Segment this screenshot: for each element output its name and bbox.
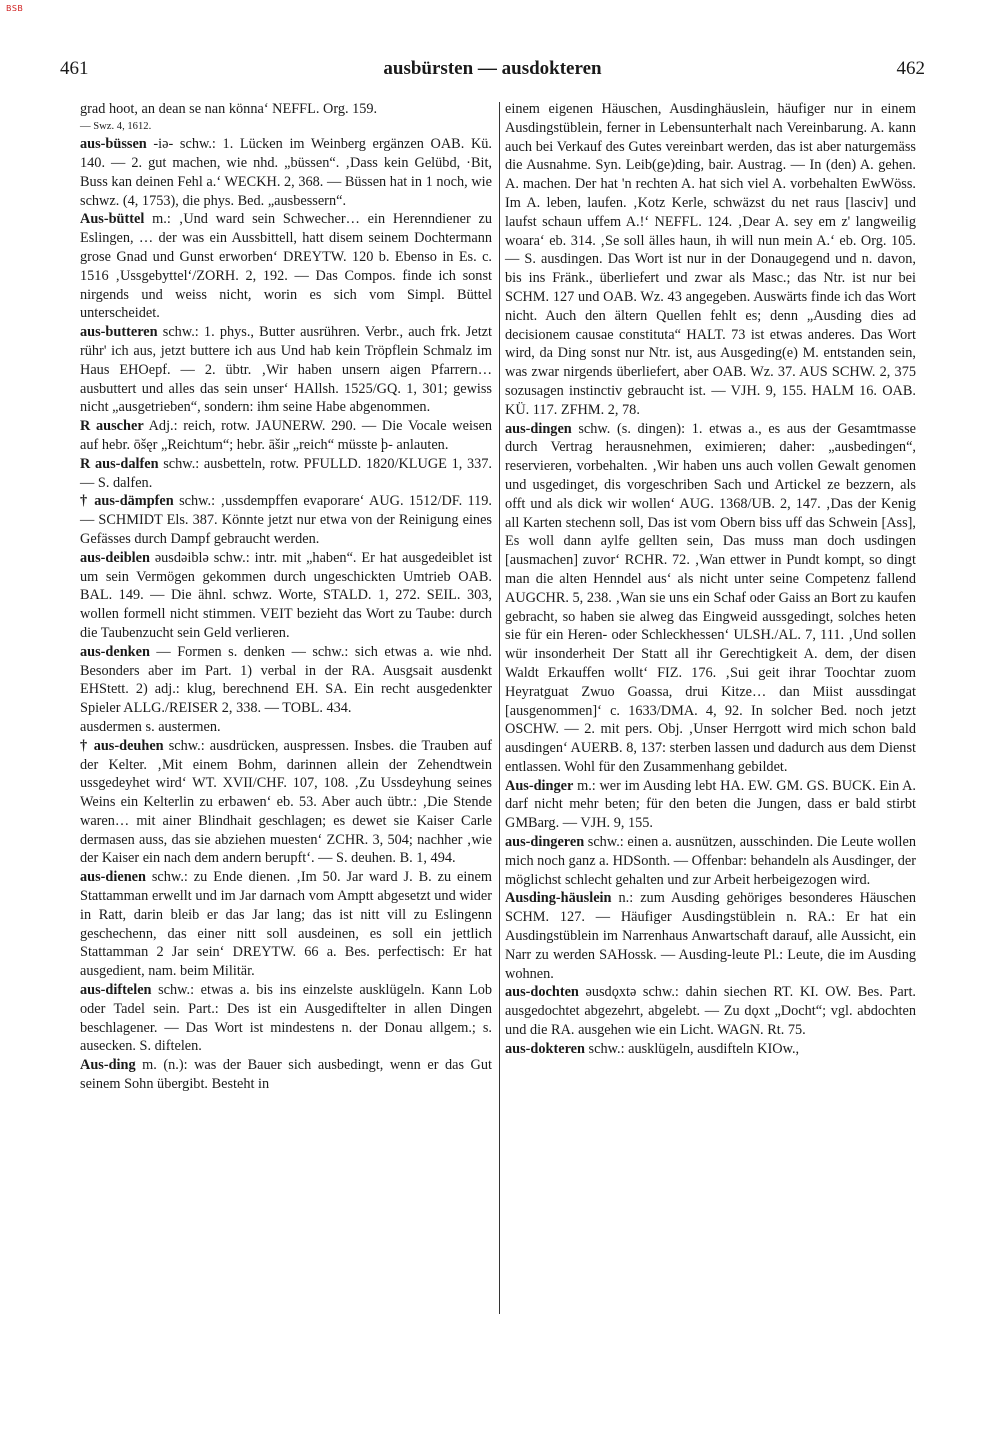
headword: R auscher bbox=[80, 418, 144, 435]
entry-body: m. (n.): was der Bauer sich ausbedingt, wenn er das Gut seinem Sohn übergibt. Besteht in bbox=[80, 1057, 492, 1093]
page-title: ausbürsten — ausdokteren bbox=[383, 58, 602, 79]
dictionary-entry bbox=[80, 549, 492, 643]
dictionary-entry bbox=[80, 981, 492, 1056]
entry-text bbox=[80, 100, 492, 119]
headword: R aus-dalfen bbox=[80, 455, 159, 472]
library-stamp: BSB bbox=[6, 4, 24, 13]
left-column bbox=[80, 100, 492, 1094]
dictionary-entry bbox=[505, 889, 916, 983]
dictionary-entry bbox=[80, 210, 492, 323]
headword: aus-büssen bbox=[80, 136, 147, 153]
entry-body: — Swz. 4, 1612. bbox=[80, 120, 152, 132]
entry-body: Adj.: reich, rotw. JAUNERW. 290. — Die Vocale weisen auf hebr. ōšęr „Reichtum“; hebr. āšir „reich“ müsste ϸ- anlauten. bbox=[80, 418, 492, 453]
headword: aus-butteren bbox=[80, 324, 158, 341]
entry-body: schw.: ausbetteln, rotw. PFULLD. 1820/KLUGE 1, 337. — S. dalfen. bbox=[80, 455, 493, 491]
entry-body: -iə- schw.: 1. Lücken im Weinberg ergänzen OAB. Kü. 140. — 2. gut machen, wie nhd. „büssen“. ‚Dass kein Gelübd, ·Bit, Buss kan deinen Fehl a.‘ WECKH. 2, 368. — Büssen hat in 1 noch, wie schwz. (4, 1753), die phys. Bed. „ausbessern“. bbox=[80, 136, 492, 209]
dictionary-entry bbox=[80, 135, 492, 210]
dictionary-entry bbox=[505, 1040, 916, 1059]
dictionary-entry bbox=[505, 833, 916, 889]
entry-body: — Formen s. denken — schw.: sich etwas a. wie nhd. Besonders aber im Part. 1) verbal in der RA. Ausgsait ausdenkt EHStett. 2) adj.: klug, berechnend EH. SA. Ein recht ausgedenkter Spieler ALLG./REISER 2, 338. — TOBL. 434. bbox=[80, 643, 492, 717]
entry-body: schw.: ‚ussdempffen evaporare‘ AUG. 1512/DF. 119. — SCHMIDT Els. 387. Könnte jetzt nur etwa von der Reinigung eines Gefässes durch Dampf gebraucht werden. bbox=[80, 493, 492, 547]
headword: aus-dingen bbox=[505, 420, 572, 437]
right-column bbox=[505, 100, 916, 1059]
entry-text bbox=[80, 119, 492, 135]
page-header bbox=[60, 58, 925, 86]
headword: Aus-büttel bbox=[80, 211, 145, 228]
entry-body: grad hoot, an dean se nan könna‘ NEFFL. Org. 159. bbox=[80, 101, 378, 117]
entry-body: m.: ‚Und ward sein Schwecher… ein Herenndiener zu Eslingen, … der was ein Aussbittell, hatt disem seinem Dochtermann grose Gnad und Gunst erworben‘ DREYTW. 120 b. Ebenso in Es. c. 1516 ‚Ussgebyttel‘/ZORH. 2, 192. — Das Compos. finde ich sonst nirgends und weiss nicht, worin es sich vom Simpl. Büttel unterscheidet. bbox=[80, 211, 492, 322]
dictionary-entry bbox=[80, 455, 492, 493]
dictionary-entry bbox=[80, 737, 492, 869]
column-divider bbox=[499, 102, 500, 1314]
headword: aus-dienen bbox=[80, 869, 146, 886]
entry-body: schw.: einen a. ausnützen, ausschinden. Die Leute wollen mich noch ganz a. HDSonth. — Offenbar: behandeln als Ausdinger, der möglichst schlecht gehalten und zur Arbeit herbeigezogen wird. bbox=[505, 834, 916, 888]
dictionary-entry bbox=[80, 1056, 492, 1094]
entry-body: einem eigenen Häuschen, Ausdinghäuslein, häufiger nur in einem Ausdingstüblein, ferner in Lebensunterhalt nach Vereinbarung. A. kann auch bei Verkauf des Gutes vereinbart werden, das ist aber naturgemäss die Ausnahme. Syn. Leib(ge)ding, bair. Austrag. — In (den) A. gehen. A. machen. Der hat 'n rechten A. hat sich viel A. vorbehalten EwWöss. Im A. leben, laufen. ‚Kotz Kerle, schwäzst du net raus [lasciv] und laufst schaun uffem A.!‘ NEFFL. 124. ‚Dear A. sey em z' langweilig woara‘ eb. 314. ‚Se soll älles haun, ih will nun mein A.‘ eb. Org. 105. — S. ausdingen. Das Wort ist nur in der Donaugegend und n. davon, bis ins Fränk., überliefert und zwar als Masc.; das Ntr. ist nur bei SCHM. 127 und OAB. Wz. 43 angegeben. Auswärts finde ich das Wort nicht. Auch den ältern Quellen fehlt es; denn „Ausding dies ad decisionem causae constituta“ HALT. 73 ist etwas anderes. Das Wort wird, da Ding sonst nur Ntr. ist, aus Ausgeding(e) M. entstanden sein, was zwar nirgends überliefert, aber OAB. Wz. 37. AUS SCHW. 2, 375 sozusagen instinctiv gebraucht ist. — VJH. 9, 155. HALM 16. OAB. KÜ. 117. ZFHM. 2, 78. bbox=[505, 101, 916, 418]
headword: aus-diftelen bbox=[80, 982, 152, 999]
entry-body: schw.: ausdrücken, auspressen. Insbes. die Trauben auf der Kelter. ‚Mit einem Bohm, darinnen allein der Zehendtwein ussgedeyhet wird‘ WT. XVII/CHF. 107, 108. ‚Zu Ussdeyhung seines Weins ein Kelterlin zu erbawen‘ eb. 53. Aber auch übtr.: ‚Die Stende waren… mit ainer Blindhait geschlagen; es dewet sie Kaiser Carle dermasen auss, das sie abziehen muesten‘ ZCHR. 3, 504; nachher ‚wie der Kaiser ein nach dem andern berupft‘. — S. deuhen. B. 1, 494. bbox=[80, 737, 492, 867]
headword: † aus-deuhen bbox=[80, 737, 164, 754]
entry-body: schw.: etwas a. bis ins einzelste ausklügeln. Kann Lob oder Tadel sein. Part.: Des ist ein Ausgediftelter in allen Dingen beschlagener. — Das Wort ist mindestens n. der Donau allgem.; s. ausecken. S. diftelen. bbox=[80, 982, 492, 1055]
dictionary-entry bbox=[505, 983, 916, 1039]
headword: Aus-dinger bbox=[505, 777, 574, 794]
entry-body: əusdəiblə schw.: intr. mit „haben“. Er hat ausgedeiblet ist um sein Vermögen gekommen durch ungeschickten Umtrieb OAB. BAL. 149. — Die ähnl. schwz. Worte, STALD. 1, 272. SEIL. 303, wollen formell nicht stimmen. VEIT bezieht das Wort zu Taube: durch die Taubenzucht sein Geld verlieren. bbox=[80, 549, 492, 641]
headword: Ausding-häuslein bbox=[505, 890, 612, 907]
headword: aus-denken bbox=[80, 643, 150, 660]
dictionary-entry bbox=[80, 417, 492, 455]
entry-text bbox=[505, 100, 916, 420]
page-number-left: 461 bbox=[60, 58, 89, 79]
dictionary-entry bbox=[80, 492, 492, 548]
headword: aus-deiblen bbox=[80, 549, 150, 566]
entry-body: schw.: 1. phys., Butter ausrühren. Verbr., auch frk. Jetzt rühr' ich aus, jetzt buttere ich aus Und hab kein Tröpflein Schmalz im Haus EHOepf. — 2. übtr. ‚Wir haben unsern aigen Pfarrern… ausbuttert und alles das sein unser‘ HAllsh. 1525/GQ. 1, 301; gewiss nicht „ausgetrieben“, sondern: ihm seine Habe abgenommen. bbox=[80, 324, 492, 416]
entry-body: n.: zum Ausding gehöriges besonderes Häuschen SCHM. 127. — Häufiger Ausdingstüblein n. RA.: Er hat ein Ausdingstüblein im Narrenhaus Anwartschaft darauf, alle Aussicht, ein Narr zu werden SAHossk. — Ausding-leute Pl.: Leute, die im Ausding wohnen. bbox=[505, 890, 916, 982]
headword: aus-dokteren bbox=[505, 1040, 585, 1057]
entry-body: schw. (s. dingen): 1. etwas a., es aus der Gesamtmasse durch Vertrag herausnehmen, eximieren; daher: „ausbedingen“, reservieren, vorbehalten. ‚Wir haben uns auch vollen Gewalt genomen und usgedinget, dis vorgeschriben Sach und Artickel ze bezzern, als offt und als dick wir wollen‘ AUG. 1368/UB. 2, 147. ‚Das der Kenig all Karten stechenn soll, Das ist vom Obern biss uff das Schwein [Ass], Es woll dann aylfe gellten sein, Das muss man doch usdingen [ausmachen] zuvor‘ RCHR. 72. ‚Wan ettwer in Pundt kompt, so dingt man die alten Henndel aus‘ als nicht unter seine Competenz fallend AUGCHR. 5, 238. ‚Wan sie uns ein Schaf oder Gaiss an Bort zu kaufen gebracht, so haben sie alweg das Eingweid aussgedingt, solches heten sie für ein Heren- oder Schleckhessen‘ ULSH./AL. 7, 111. ‚Und sollen wür insonderheit Der Statt all ihr Gerechtigkeit A. dem, der disen Waldt Erkauffen wollt‘ FIZ. 176. ‚Sui geit ihrar Toochtar zuom Heyratguat Zwuo Goassa, drui Kitze… dan Miist aussdingat [ausgenommen]‘ c. 1633/DMA. 4, 92. In solcher Bed. noch jetzt OSCHW. — 2. mit pers. Obj. ‚Unser Herrgott wird mich schon bald ausdingen‘ AUERB. 8, 137: sterben lassen und dadurch aus dem Dienst entlassen. Wohl für den Zusammenhang gebildet. bbox=[505, 420, 916, 775]
headword: aus-dingeren bbox=[505, 834, 585, 851]
dictionary-entry bbox=[80, 323, 492, 417]
dictionary-entry bbox=[505, 777, 916, 833]
headword: aus-dochten bbox=[505, 984, 579, 1001]
entry-text bbox=[80, 718, 492, 737]
entry-body: schw.: zu Ende dienen. ‚Im 50. Jar ward J. B. zu einem Stattamman erwellt und im Jar darnach vom Amptt abgesetzt und wider in Ratt, darin bleib er das Jar lang; das ist nitt vill zu Eslingenn geschechenn, das einer nitt soll ausdeinen, es soll ein jettlich Stattamman 2 Jar sein‘ DREYTW. 66 a. Bes. perfectisch: Er hat ausgedient, nam. beim Militär. bbox=[80, 869, 492, 980]
entry-body: m.: wer im Ausding lebt HA. EW. GM. GS. BUCK. Ein A. darf nicht mehr beten; für den beten die Jungen, dass er bald stirbt GMBarg. — VJH. 9, 155. bbox=[505, 777, 916, 832]
entry-body: əusdǫxtə schw.: dahin siechen RT. KI. OW. Bes. Part. ausgedochtet abgezehrt, abgelebt. — Zu dǫxt „Docht“; vgl. abdochten und die RA. ausgehen wie ein Licht. WAGN. Rt. 75. bbox=[505, 984, 916, 1039]
headword: Aus-ding bbox=[80, 1057, 136, 1074]
entry-body: ausdermen s. austermen. bbox=[80, 718, 221, 735]
dictionary-entry bbox=[80, 868, 492, 981]
dictionary-entry bbox=[505, 420, 916, 777]
headword: † aus-dämpfen bbox=[80, 493, 174, 510]
dictionary-entry bbox=[80, 643, 492, 718]
entry-body: schw.: ausklügeln, ausdifteln KIOw., bbox=[584, 1040, 800, 1057]
page-number-right: 462 bbox=[896, 58, 925, 79]
